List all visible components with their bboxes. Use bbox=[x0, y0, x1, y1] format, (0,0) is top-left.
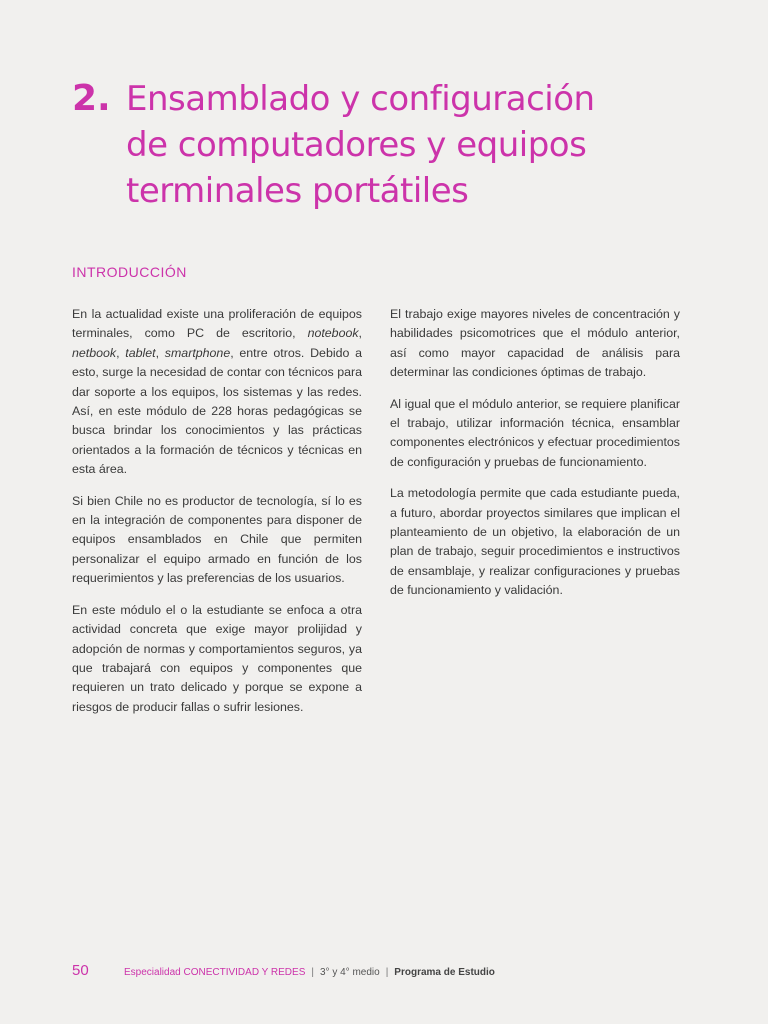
chapter-number: 2. bbox=[72, 78, 111, 119]
chapter-title-line-2: de computadores y equipos bbox=[126, 125, 587, 165]
text-run: , entre otros. Debido a esto, surge la necesidad de contar con técnicos para dar soporte a los equipos, los sistemas y las redes. Así, en este módulo de 228 horas pedagógicas se busca brindar los conocimientos y las prácticas orientados a la formación de técnicos y técnicas en esta área. bbox=[72, 345, 362, 477]
text-run: , bbox=[155, 345, 165, 360]
footer-separator: | bbox=[311, 967, 314, 978]
italic-term-tablet: tablet bbox=[125, 345, 156, 360]
footer-separator: | bbox=[385, 967, 389, 978]
footer-specialty: Especialidad CONECTIVIDAD Y REDES bbox=[124, 967, 306, 978]
page-number: 50 bbox=[72, 962, 89, 979]
text-run: En la actualidad existe una proliferación de equipos terminales, como PC de escritorio, bbox=[72, 307, 362, 341]
text-run: , bbox=[116, 345, 126, 360]
footer-program: Programa de Estudio bbox=[394, 967, 495, 978]
left-paragraph-3: En este módulo el o la estudiante se enfoca a otra actividad concreta que exige mayor prolijidad y adopción de normas y comportamientos seguros, ya que trabajará con equipos y componentes que requieren un trato delicado y porque se expone a riesgos de producir fallas o sufrir lesiones. bbox=[72, 602, 362, 714]
italic-term-notebook: notebook bbox=[307, 326, 359, 341]
italic-term-netbook: netbook bbox=[72, 345, 117, 360]
page-footer bbox=[72, 962, 712, 979]
footer-level: 3° y 4° medio bbox=[319, 967, 380, 978]
left-column bbox=[72, 305, 362, 729]
right-paragraph-2: Al igual que el módulo anterior, se requiere planificar el trabajo, utilizar información técnica, ensamblar componentes electrónicos y efectuar procedimientos de configuración y pruebas de funcionamiento. bbox=[390, 396, 680, 469]
chapter-title-line-1: Ensamblado y configuración bbox=[126, 79, 595, 119]
right-paragraph-3: La metodología permite que cada estudiante pueda, a futuro, abordar proyectos similares que implican el planteamiento de un objetivo, la elaboración de un plan de trabajo, seguir procedimientos e instructivos de ensamblaje, y realizar configuraciones y pruebas de funcionamiento y validación. bbox=[390, 486, 680, 598]
section-heading: INTRODUCCIÓN bbox=[72, 264, 187, 280]
chapter-title bbox=[126, 76, 712, 214]
text-run: , bbox=[358, 326, 362, 341]
right-column bbox=[390, 305, 680, 613]
chapter-title-block bbox=[72, 76, 712, 214]
chapter-title-line-3: terminales portátiles bbox=[126, 171, 469, 211]
left-paragraph-2: Si bien Chile no es productor de tecnología, sí lo es en la integración de componentes para disponer de equipos ensamblados en Chile que permiten personalizar el equipo armado en función de los requerimientos y las preferencias de los usuarios. bbox=[72, 493, 362, 586]
right-paragraph-1: El trabajo exige mayores niveles de concentración y habilidades psicomotrices que el módulo anterior, así como mayor capacidad de análisis para determinar las condiciones óptimas de trabajo. bbox=[390, 307, 680, 380]
italic-term-smartphone: smartphone bbox=[164, 345, 231, 360]
left-paragraph-1 bbox=[72, 305, 362, 480]
